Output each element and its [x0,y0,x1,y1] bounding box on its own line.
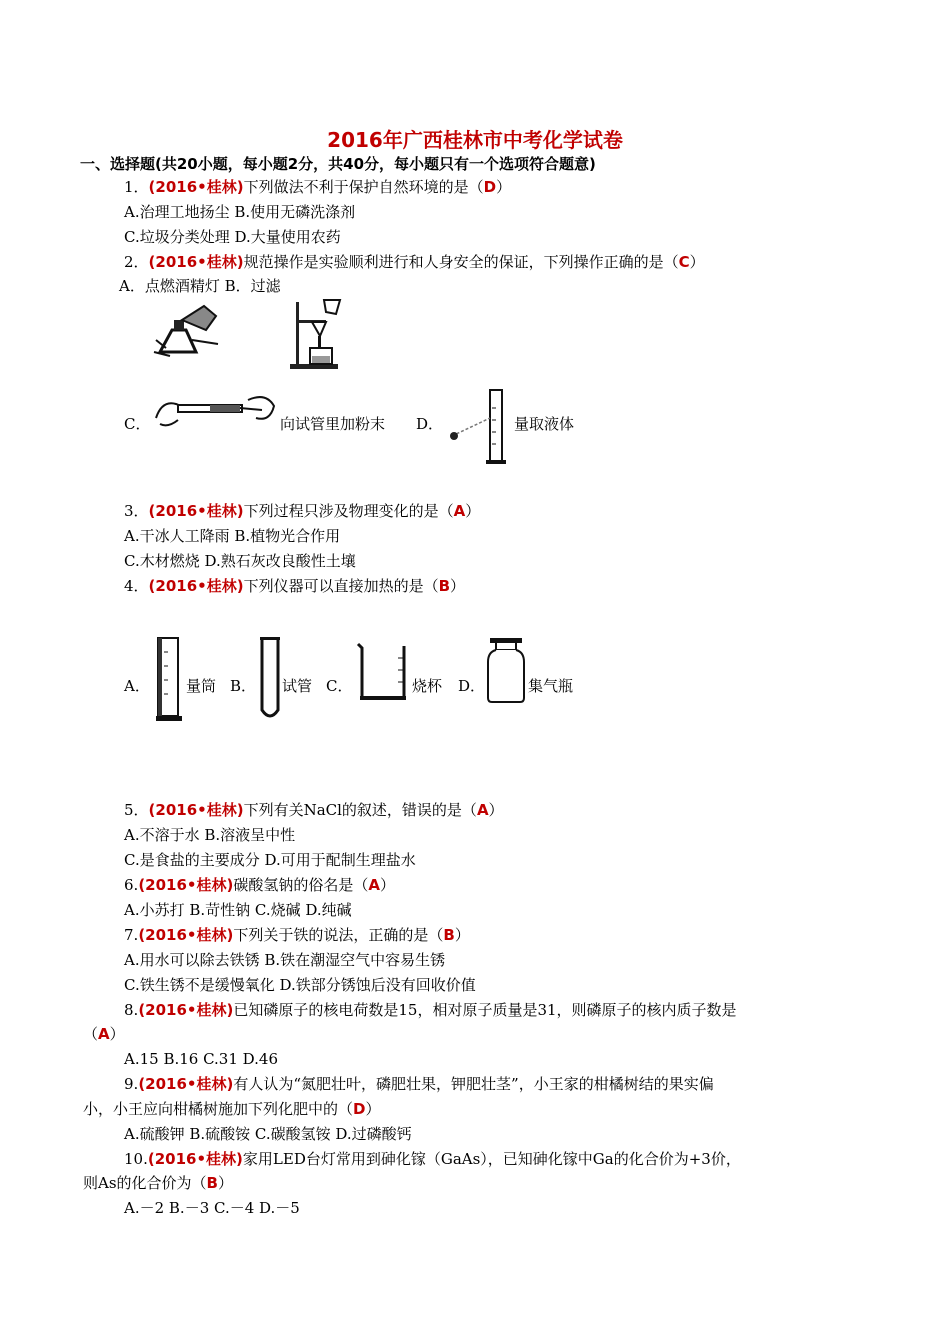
option-a-letter: A． [124,677,150,695]
question-6-options: A.小苏打 B.苛性钠 C.烧碱 D.纯碱 [124,901,352,919]
source-tag: (2016•桂林) [148,178,244,196]
exam-title: 2016年广西桂林市中考化学试卷 [327,128,623,152]
option-c-text: 烧杯 [412,677,443,695]
question-stem: 下列关于铁的说法，正确的是（ [233,926,444,944]
question-number: 2． [124,253,149,271]
answer: A [476,801,489,819]
question-8-answer-line: （A） [83,1025,125,1043]
answer: A [453,502,466,520]
question-number: 5． [124,801,149,819]
section-heading: 一、选择题(共20小题，每小题2分，共40分，每小题只有一个选项符合题意) [80,155,596,173]
option-c-letter: C． [124,415,151,433]
question-number: 4． [124,577,149,595]
answer: A [368,876,380,894]
question-9 [124,1074,714,1094]
question-number: 1． [124,178,149,196]
filtration-figure [288,296,348,372]
source-tag: (2016•桂林) [138,1001,234,1019]
gas-bottle-figure [484,636,528,706]
question-6: 6.(2016•桂林)碳酸氢钠的俗名是（A） [124,876,395,894]
option-d-text: 量取液体 [514,415,575,433]
question-stem: 下列做法不利于保护自然环境的是（ [243,178,484,196]
question-stem: 已知磷原子的核电荷数是15，相对原子质量是31，则磷原子的核内质子数是 [233,1001,737,1019]
question-3-options-1: A.干冰人工降雨 B.植物光合作用 [124,527,341,545]
alcohol-lamp-figure [152,300,224,360]
question-stem: 碳酸氢钠的俗名是（ [233,876,369,894]
question-1: 1．(2016•桂林)下列做法不利于保护自然环境的是（D） [124,178,512,196]
source-tag: (2016•桂林) [148,801,244,819]
option-d-text: 集气瓶 [528,677,574,695]
question-3: 3．(2016•桂林)下列过程只涉及物理变化的是（A） [124,502,481,520]
source-tag: (2016•桂林) [148,577,244,595]
graduated-cylinder-figure [152,636,186,724]
beaker-figure [354,640,412,704]
question-7-options-1: A.用水可以除去铁锈 B.铁在潮湿空气中容易生锈 [124,951,446,969]
question-7-options-2: C.铁生锈不是缓慢氧化 D.铁部分锈蚀后没有回收价值 [124,976,476,994]
question-2: 2．(2016•桂林)规范操作是实验顺利进行和人身安全的保证，下列操作正确的是（C） [124,253,705,271]
question-1-options-1: A.治理工地扬尘 B.使用无磷洗涤剂 [124,203,356,221]
question-3-options-2: C.木材燃烧 D.熟石灰改良酸性土壤 [124,552,356,570]
answer: B [438,577,451,595]
question-stem: 下列有关NaCl的叙述，错误的是（ [243,801,477,819]
source-tag: (2016•桂林) [138,1075,234,1093]
option-c-letter: C． [326,677,353,695]
question-10-stem-continued: 则As的化合价为（B） [83,1174,233,1192]
source-tag: (2016•桂林) [148,253,244,271]
question-1-options-2: C.垃圾分类处理 D.大量使用农药 [124,228,341,246]
question-stem: 家用LED台灯常用到砷化镓（GaAs），已知砷化镓中Ga的化合价为+3价， [242,1150,741,1168]
question-8 [124,1000,737,1020]
option-c-text: 向试管里加粉末 [280,415,386,433]
question-number: 9. [124,1075,139,1093]
source-tag: (2016•桂林) [138,876,234,894]
question-number: 10. [124,1150,148,1168]
question-stem: 规范操作是实验顺利进行和人身安全的保证，下列操作正确的是（ [243,253,679,271]
answer: A [98,1025,110,1043]
question-9-stem-continued: 小，小王应向柑橘树施加下列化肥中的（D） [83,1100,381,1118]
question-number: 7. [124,926,139,944]
answer: D [483,178,497,196]
option-a-text: 量筒 [186,677,217,695]
question-5-options-1: A.不溶于水 B.溶液呈中性 [124,826,296,844]
question-stem: 下列仪器可以直接加热的是（ [243,577,439,595]
question-4: 4．(2016•桂林)下列仪器可以直接加热的是（B） [124,577,466,595]
question-7: 7.(2016•桂林)下列关于铁的说法，正确的是（B） [124,926,470,944]
question-number: 6. [124,876,139,894]
source-tag: (2016•桂林) [147,1150,243,1168]
question-8-options: A.15 B.16 C.31 D.46 [124,1050,279,1068]
question-stem: 下列过程只涉及物理变化的是（ [243,502,454,520]
answer: B [206,1174,218,1192]
answer: C [678,253,690,271]
question-10-options: A.－2 B.－3 C.－4 D.－5 [124,1199,300,1217]
question-5: 5．(2016•桂林)下列有关NaCl的叙述，错误的是（A） [124,801,504,819]
source-tag: (2016•桂林) [148,502,244,520]
option-d-letter: D． [416,415,444,433]
question-number: 8. [124,1001,139,1019]
answer: B [443,926,455,944]
question-5-options-2: C.是食盐的主要成分 D.可用于配制生理盐水 [124,851,416,869]
measure-liquid-figure [446,388,512,466]
answer: D [353,1100,366,1118]
question-number: 3． [124,502,149,520]
question-2-options-ab: A．点燃酒精灯 B．过滤 [119,277,281,295]
option-b-letter: B． [230,677,257,695]
question-stem: 有人认为“氮肥壮叶，磷肥壮果，钾肥壮茎”，小王家的柑橘树结的果实偏 [233,1075,714,1093]
add-powder-figure [152,388,278,436]
test-tube-figure [258,636,282,722]
source-tag: (2016•桂林) [138,926,234,944]
question-10 [124,1149,741,1169]
question-9-options: A.硫酸钾 B.硫酸铵 C.碳酸氢铵 D.过磷酸钙 [124,1125,412,1143]
option-b-text: 试管 [282,677,313,695]
option-d-letter: D． [458,677,486,695]
